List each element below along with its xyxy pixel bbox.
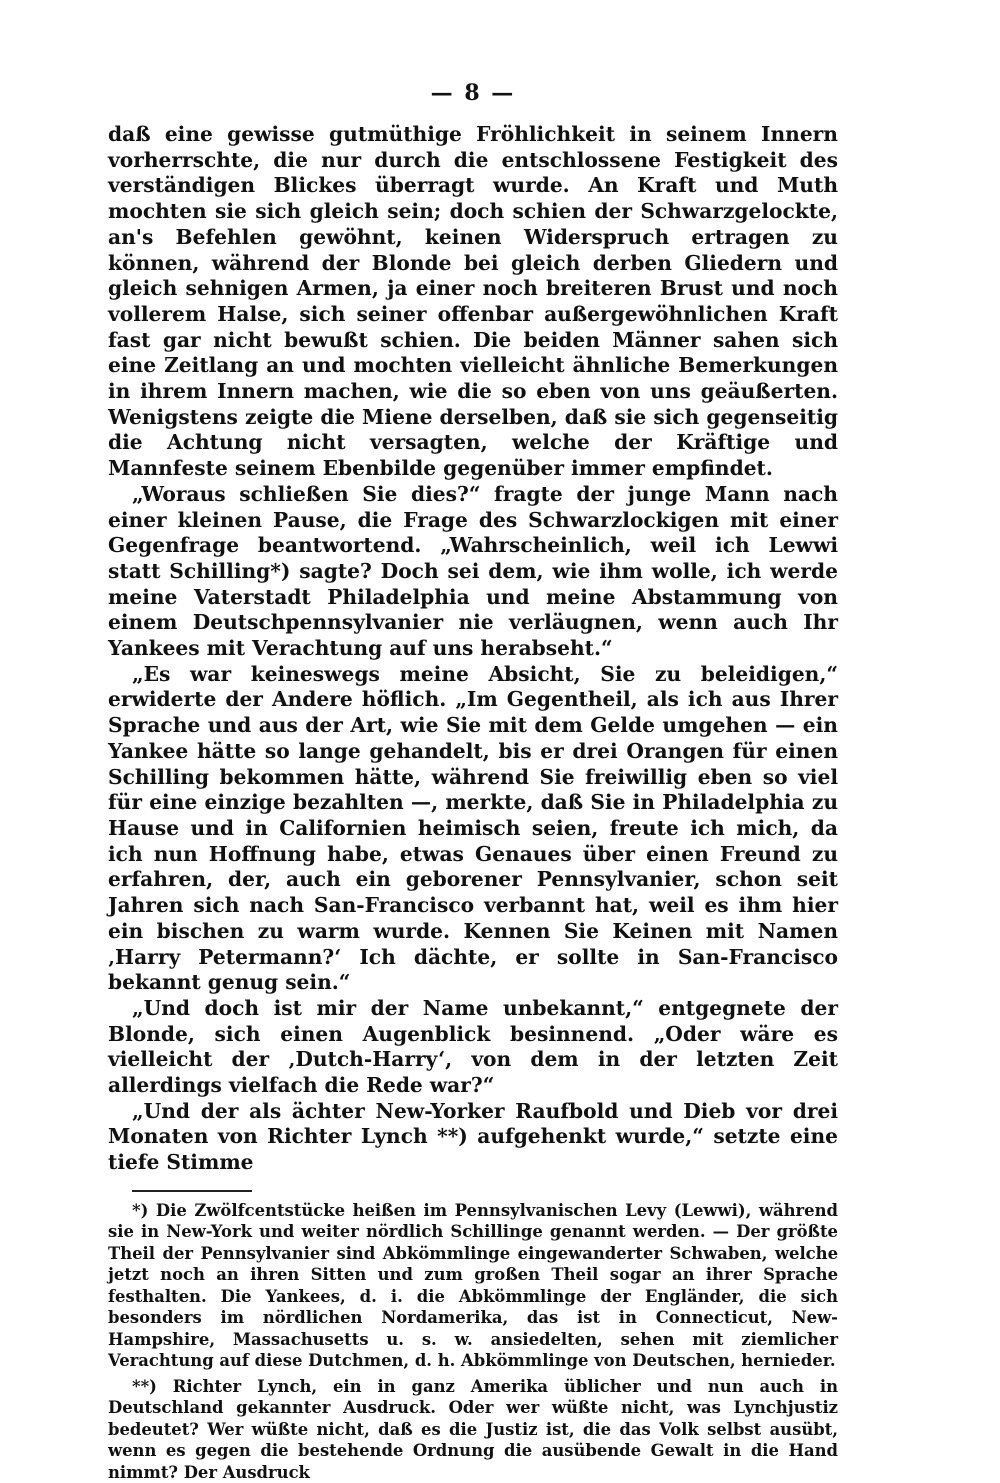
main-text bbox=[108, 122, 838, 1176]
paragraph: „Es war keineswegs meine Absicht, Sie zu beleidigen,“ erwiderte der Andere höflich. „Im Gegentheil, als ich aus Ihrer Sprache und aus der Art, wie Sie mit dem Gelde umgehen — ein Yankee hätte so lange gehandelt, bis er drei Orangen für einen Schilling bekommen hätte, während Sie freiwillig eben so viel für eine einzige bezahlten —, merkte, daß Sie in Philadelphia zu Hause und in Californien heimisch seien, freute ich mich, da ich nun Hoffnung habe, etwas Genaues über einen Freund zu erfahren, der, auch ein geborener Pennsylvanier, schon seit Jahren sich nach San-Francisco verbannt hat, weil es ihm hier ein bischen zu warm wurde. Kennen Sie Keinen mit Namen ‚Harry Petermann?‘ Ich dächte, er sollte in San-Francisco bekannt genug sein.“ bbox=[108, 661, 838, 995]
paragraph: daß eine gewisse gutmüthige Fröhlichkeit in seinem Innern vorherrschte, die nur durch die entschlossene Festigkeit des verständigen Blickes überragt wurde. An Kraft und Muth mochten sie sich gleich sein; doch schien der Schwarzgelockte, an's Befehlen gewöhnt, keinen Widerspruch ertragen zu können, während der Blonde bei gleich derben Gliedern und gleich sehnigen Armen, ja einer noch breiteren Brust und noch vollerem Halse, sich seiner offenbar außergewöhnlichen Kraft fast gar nicht bewußt schien. Die beiden Männer sahen sich eine Zeitlang an und mochten vielleicht ähnliche Bemerkungen in ihrem Innern machen, wie die so eben von uns geäußerten. Wenigstens zeigte die Miene derselben, daß sie sich gegenseitig die Achtung nicht versagten, welche der Kräftige und Mannfeste seinem Ebenbilde gegenüber immer empfindet. bbox=[108, 122, 838, 481]
paragraph: „Und doch ist mir der Name unbekannt,“ entgegnete der Blonde, sich einen Augenblick besinnend. „Oder wäre es vielleicht der ‚Dutch-Harry‘, von dem in der letzten Zeit allerdings vielfach die Rede war?“ bbox=[108, 995, 838, 1098]
paragraph: „Und der als ächter New-Yorker Raufbold und Dieb vor drei Monaten von Richter Lynch **) aufgehenkt wurde,“ setzte eine tiefe Stimme bbox=[108, 1098, 838, 1175]
footnote: *) Die Zwölfcentstücke heißen im Pennsylvanischen Levy (Lewwi), während sie in New-York und weiter nördlich Schillinge genannt werden. — Der größte Theil der Pennsylvanier sind Abkömmlinge eingewanderter Schwaben, welche jetzt noch an ihren Sitten und zum großen Theil sogar an ihrer Sprache festhalten. Die Yankees, d. i. die Abkömmlinge der Engländer, die sich besonders im nördlichen Nordamerika, das ist in Connecticut, New-Hampshire, Massachusetts u. s. w. ansiedelten, sehen mit ziemlicher Verachtung auf diese Dutchmen, d. h. Abkömmlinge von Deutschen, hernieder. bbox=[108, 1200, 838, 1371]
footnote-divider bbox=[132, 1190, 252, 1192]
page-number: — 8 — bbox=[430, 80, 516, 106]
book-page bbox=[108, 78, 838, 1482]
paragraph: „Woraus schließen Sie dies?“ fragte der junge Mann nach einer kleinen Pause, die Frage des Schwarzlockigen mit einer Gegenfrage beantwortend. „Wahrscheinlich, weil ich Lewwi statt Schilling*) sagte? Doch sei dem, wie ihm wolle, ich werde meine Vaterstadt Philadelphia und meine Abstammung von einem Deutschpennsylvanier nie verläugnen, wenn auch Ihr Yankees mit Verachtung auf uns herabseht.“ bbox=[108, 481, 838, 661]
footnotes bbox=[108, 1200, 838, 1483]
footnote: **) Richter Lynch, ein in ganz Amerika üblicher und nun auch in Deutschland gekannter Ausdruck. Oder wer wüßte nicht, was Lynchjustiz bedeutet? Wer wüßte nicht, daß es die Justiz ist, die das Volk selbst ausübt, wenn es gegen die bestehende Ordnung die ausübende Gewalt in die Hand nimmt? Der Ausdruck bbox=[108, 1376, 838, 1482]
